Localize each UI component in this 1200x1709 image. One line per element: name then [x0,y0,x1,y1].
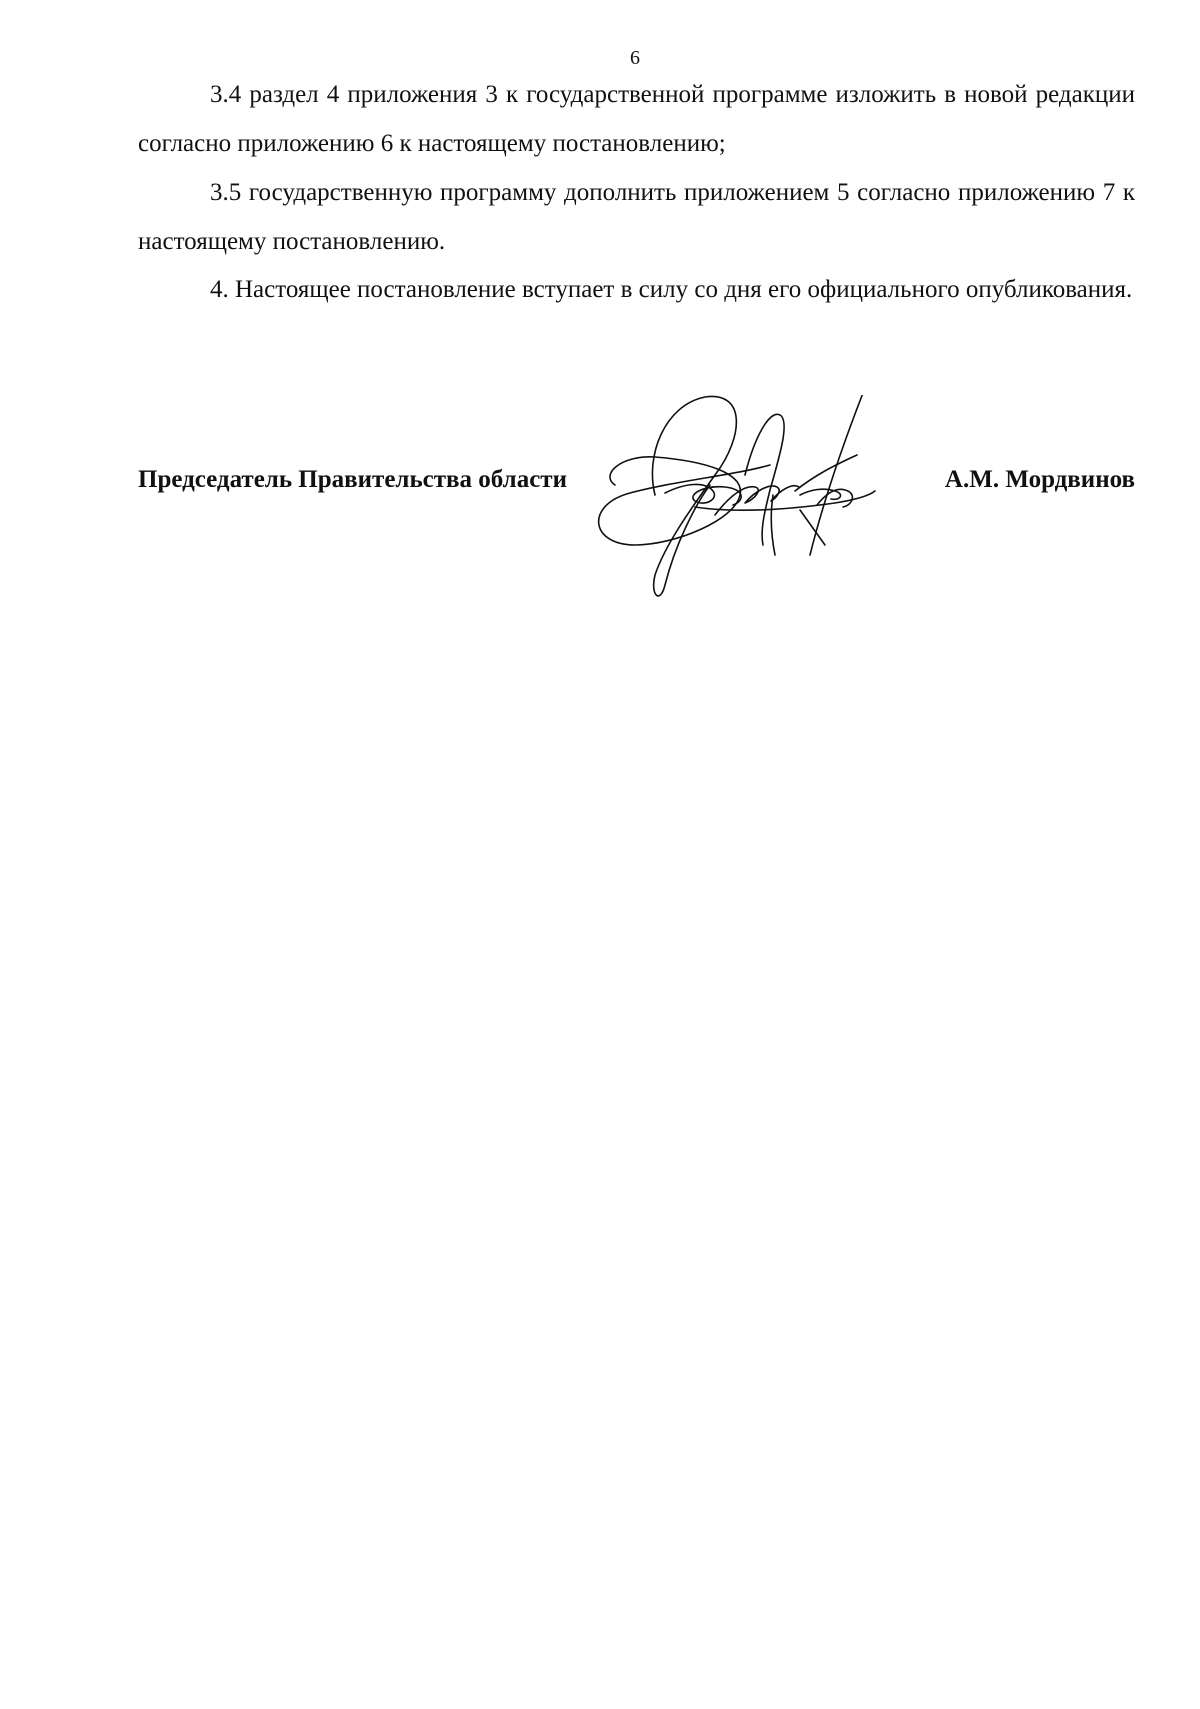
paragraph-3-4: 3.4 раздел 4 приложения 3 к государственной программе изложить в новой редакции согласно приложению 6 к настоящему постановлению; [138,81,1135,157]
signatory-name: А.М. Мордвинов [944,466,1135,493]
page-number: 6 [630,47,640,69]
signatory-title: Председатель Правительства области [138,466,567,493]
handwritten-signature-icon [595,395,955,610]
document-body [138,70,1135,308]
paragraph-3-5: 3.5 государственную программу дополнить приложением 5 согласно приложению 7 к настоящему постановлению. [138,179,1135,255]
paragraph-4: 4. Настоящее постановление вступает в силу со дня его официального опубликования. [210,276,1133,303]
